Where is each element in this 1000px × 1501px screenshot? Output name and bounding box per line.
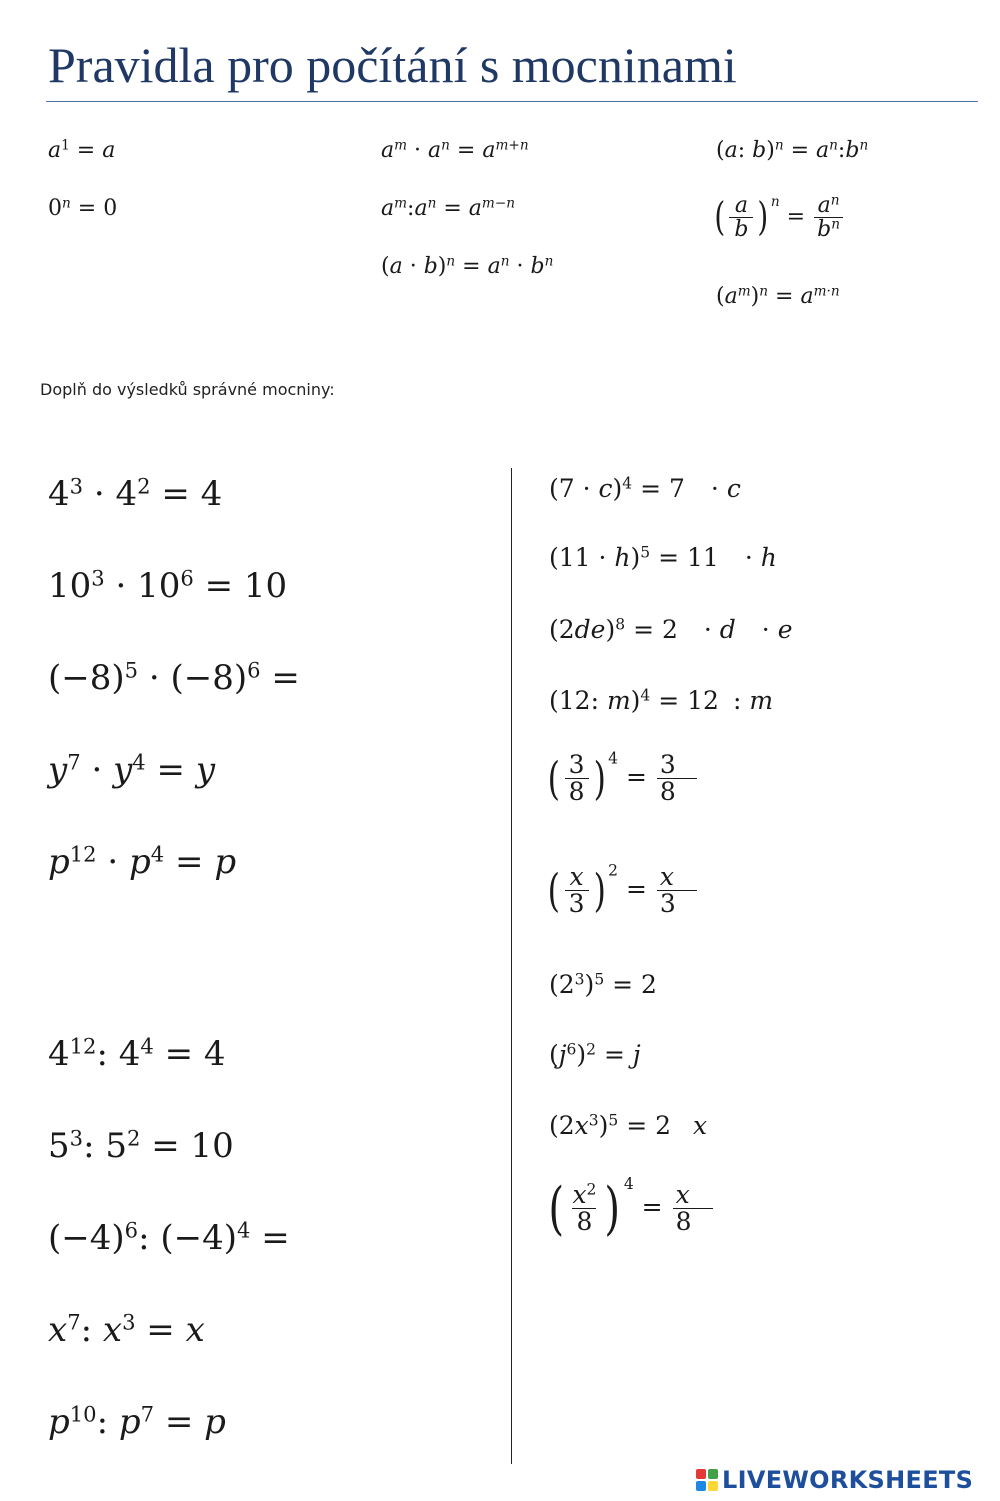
rule-fraction-power: ( $\frac{a}{b}$ ) $^n$ = $\frac{a^n}{b^n}$ — [712, 194, 845, 241]
exercise-right-10: ( $\frac{x^2}{8}$ ) $^4$ = $\frac{x}{8}$ — [545, 1180, 715, 1238]
rule-power-of-power: $(a^m)^n = a^{m\cdot n}$ — [716, 283, 840, 309]
exercise-right-5: ( $\frac{3}{8}$ ) $^4$ = $\frac{3}{8}$ — [545, 752, 699, 806]
exercise-left-8: $(-4)^6$: $(-4)^4$ = — [48, 1217, 290, 1258]
rule-product-power: $(a \cdot b)^n = a^n \cdot b^n$ — [381, 253, 554, 279]
exercise-right-7: $(2^3)^5 = 2$ — [549, 970, 657, 999]
liveworksheets-brand[interactable] — [696, 1465, 992, 1495]
exercise-left-4: $y^7 \cdot y^4 = y$ — [48, 749, 216, 790]
title-underline — [46, 101, 978, 102]
rule-quotient-same-base: $a^m:a^n = a^{m-n}$ — [381, 195, 516, 221]
exercise-left-1: $4^3 \cdot 4^2 = 4$ — [48, 473, 223, 514]
exercise-left-3: $(-8)^5 \cdot (-8)^6$ = — [48, 657, 300, 698]
exercise-left-7: $5^3$: $5^2 = 10$ — [48, 1125, 234, 1166]
exercise-left-9: $x^7$: $x^3 = x$ — [48, 1309, 205, 1350]
rule-quotient-power: (a: $b)^n = a^n:b^n$ — [716, 137, 869, 163]
rule-a-power-one: $a^1 = a$ — [48, 137, 116, 163]
brand-name: LIVEWORKSHEETS — [722, 1466, 974, 1494]
rule-product-same-base: $a^m \cdot a^n = a^{m+n}$ — [381, 137, 529, 163]
liveworksheets-logo-icon — [696, 1469, 718, 1491]
exercise-right-2: $(11 \cdot h)^5 = 11 \cdot h$ — [549, 543, 777, 572]
exercise-right-8: $(j^6)^2 = j$ — [549, 1040, 641, 1069]
page-title: Pravidla pro počítání s mocninami — [48, 37, 737, 93]
exercise-left-10: $p^{10}$: $p^7 = p$ — [48, 1401, 226, 1442]
exercise-left-5: $p^{12} \cdot p^4 = p$ — [48, 841, 237, 882]
instruction-text: Doplň do výsledků správné mocniny: — [40, 380, 335, 399]
column-divider — [511, 468, 512, 1464]
exercise-left-2: $10^3 \cdot 10^6 = 10$ — [48, 565, 288, 606]
exercise-right-1: $(7 \cdot c)^4 = 7 \cdot c$ — [549, 474, 741, 503]
rule-zero-power: $0^n = 0$ — [48, 195, 118, 221]
exercise-right-3: $(2de)^8 = 2 \cdot d \cdot e$ — [549, 615, 793, 644]
exercise-right-4: (12: m)$^4$ = 12 : m — [549, 686, 774, 715]
exercise-left-6: $4^{12}$: $4^4 = 4$ — [48, 1033, 226, 1074]
exercise-right-6: ( $\frac{x}{3}$ ) $^2$ = $\frac{x}{3}$ — [545, 864, 699, 918]
exercise-right-9: $(2x^3)^5 = 2$ x — [549, 1111, 708, 1140]
